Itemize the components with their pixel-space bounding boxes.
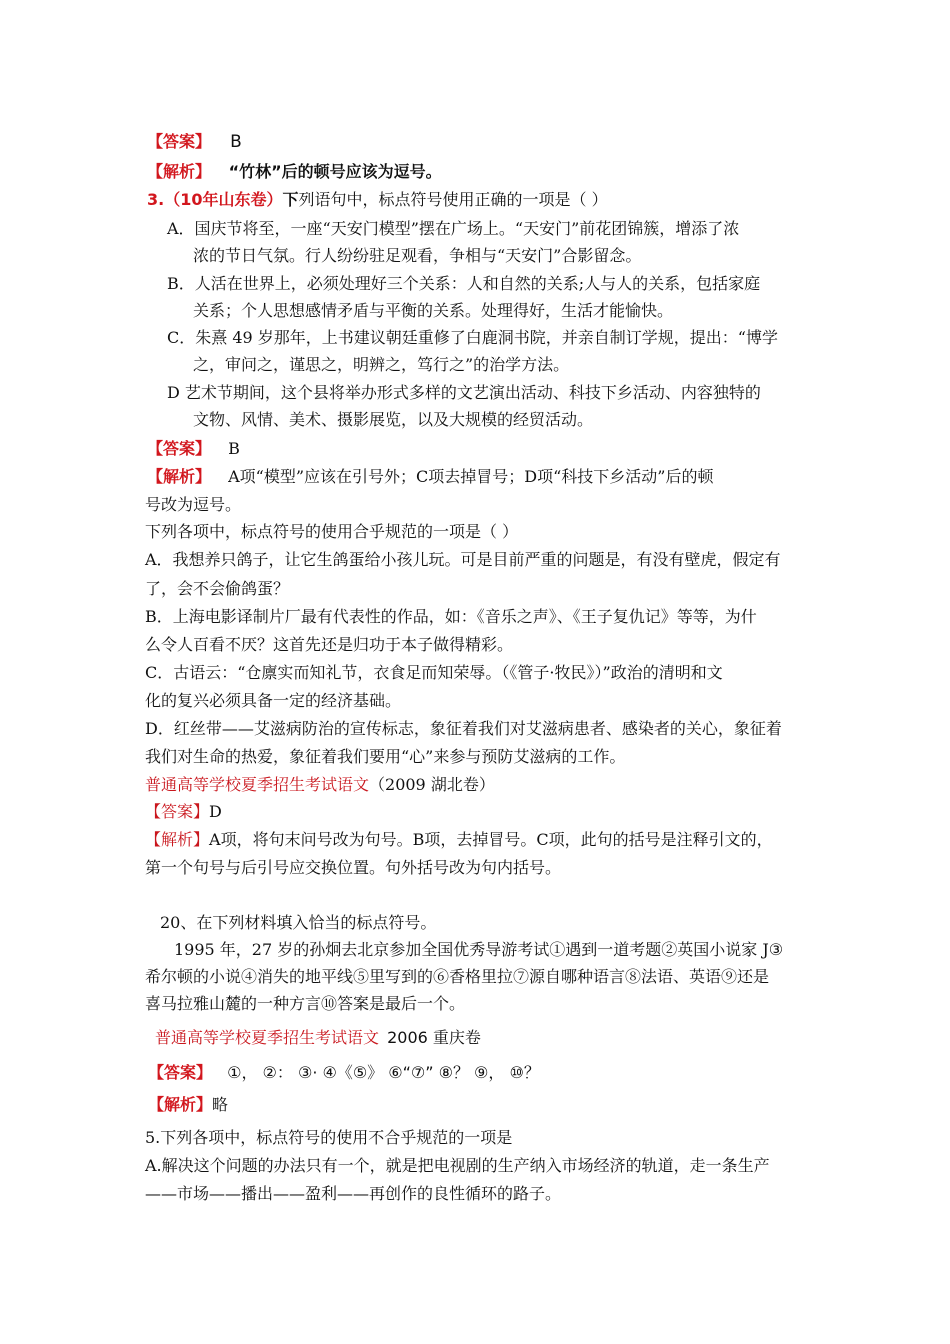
analysis-line-1 [147,161,442,183]
q5-option-a-2: ——市场——播出——盈利——再创作的良性循环的路子。 [145,1184,562,1203]
q20-source-black: 2006 重庆卷 [387,1028,481,1047]
q3-option-d-2: 文物、风情、美术、摄影展览，以及大规模的经贸活动。 [193,410,594,429]
hubei-option-a-2: 了，会不会偷鸽蛋？ [145,579,290,598]
q20-passage-1: 1995 年，27 岁的孙炯去北京参加全国优秀导游考试①遇到一道考题②英国小说家 J③ [174,940,784,959]
q20-passage-2: 希尔顿的小说④消失的地平线⑤里写到的⑥香格里拉⑦源自哪种语言⑧法语、英语⑨还是 [145,967,770,986]
answer-label: 【答案】 [147,132,212,151]
q3-option-d-1: D 艺术节期间，这个县将举办形式多样的文艺演出活动、科技下乡活动、内容独特的 [167,383,761,402]
q3-analysis-text-1: A项“模型”应该在引号外；C项去掉冒号；D项“科技下乡活动”后的顿 [228,467,714,486]
q3-answer-label: 【答案】 [147,439,212,458]
hubei-analysis-text-1: A项，将句末问号改为句号。B项，去掉冒号。C项，此句的括号是注释引文的， [209,830,773,849]
q3-option-b-1: B．人活在世界上，必须处理好三个关系：人和自然的关系;人与人的关系，包括家庭 [167,274,761,293]
hubei-analysis-label: 【解析】 [145,830,210,849]
q20-answer-label: 【答案】 [148,1063,213,1082]
hubei-answer-label: 【答案】 [145,802,210,821]
hubei-analysis-1 [145,829,773,851]
hubei-answer [145,801,222,823]
q3-analysis-1 [147,466,713,488]
q20-answer [148,1062,540,1084]
hubei-option-d-1: D．红丝带——艾滋病防治的宣传标志，象征着我们对艾滋病患者、感染者的关心，象征着 [145,719,782,738]
hubei-source-red: 普通高等学校夏季招生考试语文 [145,775,370,794]
q3-option-a-1: A．国庆节将至，一座“天安门模型”摆在广场上。“天安门”前花团锦簇，增添了浓 [167,219,740,238]
q3-option-c-1: C．朱熹 49 岁那年，上书建议朝廷重修了白鹿洞书院，并亲自制订学规，提出：“博学 [167,328,778,347]
q3-analysis-label: 【解析】 [147,467,212,486]
hubei-answer-value: D [209,802,222,821]
hubei-stem: 下列各项中，标点符号的使用合乎规范的一项是（ ） [145,522,519,541]
q20-analysis-value: 略 [212,1095,229,1114]
q3-option-c-2: 之，审问之，谨思之，明辨之，笃行之”的治学方法。 [193,355,570,374]
q3-stem-first: 下 [282,190,299,209]
hubei-option-b-2: 么令人百看不厌？这首先还是归功于本子做得精彩。 [145,635,514,654]
hubei-source [145,774,495,796]
analysis-label: 【解析】 [147,162,212,181]
hubei-analysis-2: 第一个句号与后引号应交换位置。句外括号改为句内括号。 [145,858,562,877]
q20-analysis [148,1094,228,1116]
q3-source: （10年山东卷） [164,190,283,209]
hubei-option-b-1: B．上海电影译制片厂最有代表性的作品，如：《音乐之声》、《王子复仇记》等等，为什 [145,607,757,626]
q5-stem: 5.下列各项中，标点符号的使用不合乎规范的一项是 [145,1128,513,1147]
q3-answer [147,438,240,460]
q5-option-a-1: A.解决这个问题的办法只有一个，就是把电视剧的生产纳入市场经济的轨道，走一条生产 [145,1156,770,1175]
q20-answer-value: ①， ②： ③· ④《⑤》 ⑥“⑦” ⑧？ ⑨， ⑩？ [227,1063,540,1082]
hubei-option-c-2: 化的复兴必须具备一定的经济基础。 [145,691,402,710]
q3-stem-rest: 列语句中，标点符号使用正确的一项是（ ） [298,190,608,209]
q20-passage-3: 喜马拉雅山麓的一种方言⑩答案是最后一个。 [145,994,466,1013]
hubei-option-d-2: 我们对生命的热爱，象征着我们要用“心”来参与预防艾滋病的工作。 [145,747,626,766]
hubei-option-a-1: A．我想养只鸽子，让它生鸽蛋给小孩儿玩。可是目前严重的问题是，有没有壁虎，假定有 [145,550,781,569]
q20-source [155,1027,481,1049]
q20-stem: 20、在下列材料填入恰当的标点符号。 [160,913,437,932]
analysis-text: “竹林”后的顿号应该为逗号。 [228,162,442,181]
q3-option-a-2: 浓的节日气氛。行人纷纷驻足观看，争相与“天安门”合影留念。 [193,246,642,265]
hubei-option-c-1: C．古语云：“仓廪实而知礼节，衣食足而知荣辱。（《管子·牧民》）”政治的清明和文 [145,663,723,682]
answer-value: B [230,132,242,152]
q3-answer-value: B [228,439,240,458]
q3-stem [147,189,608,211]
q20-analysis-label: 【解析】 [148,1095,213,1114]
q3-analysis-2: 号改为逗号。 [145,495,242,514]
q3-number: 3. [147,190,165,209]
q3-option-b-2: 关系；个人思想感情矛盾与平衡的关系。处理得好，生活才能愉快。 [193,301,674,320]
answer-line-1 [147,131,242,153]
hubei-source-black: （2009 湖北卷） [369,775,495,794]
q20-source-red: 普通高等学校夏季招生考试语文 [155,1028,380,1047]
